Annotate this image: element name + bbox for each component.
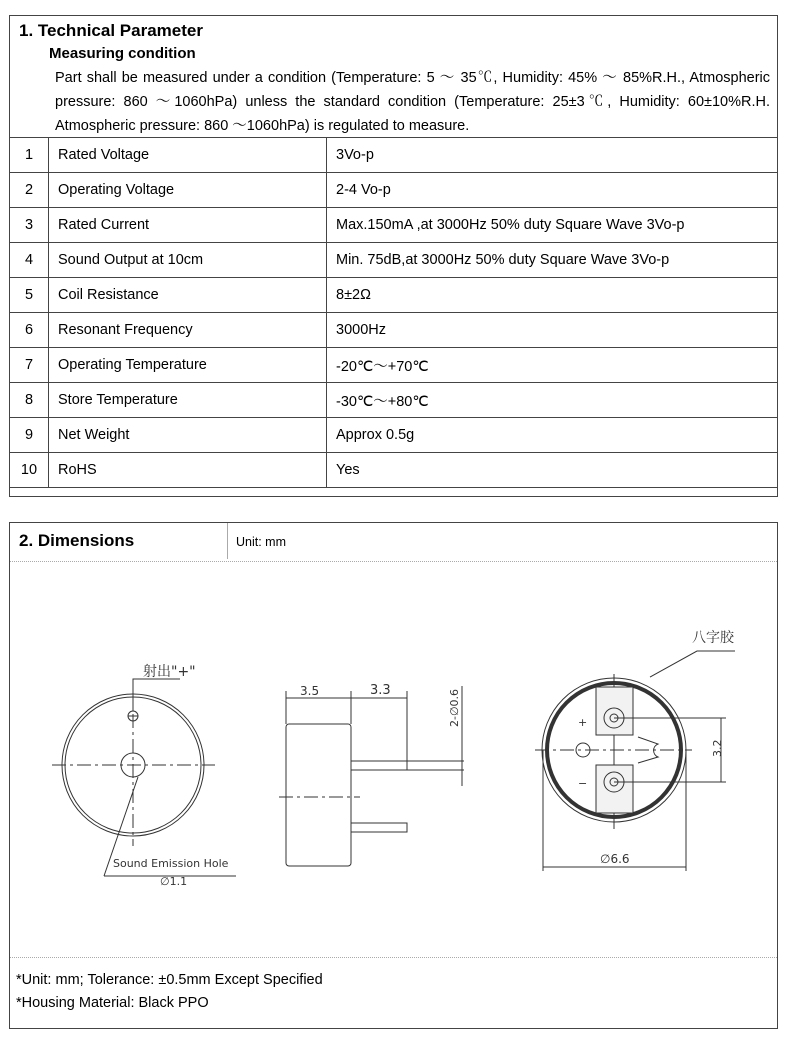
parameter-table bbox=[9, 137, 778, 488]
parameter-name: Resonant Frequency bbox=[49, 313, 327, 348]
row-number: 6 bbox=[10, 313, 49, 348]
table-row bbox=[10, 313, 778, 348]
row-number: 3 bbox=[10, 208, 49, 243]
material-note: *Housing Material: Black PPO bbox=[16, 995, 209, 1011]
parameter-value: 8±2Ω bbox=[327, 278, 778, 313]
pin-diameter: 2-∅0.6 bbox=[448, 688, 461, 727]
hole-diameter: ∅1.1 bbox=[160, 875, 188, 888]
parameter-value: Yes bbox=[327, 453, 778, 488]
parameter-name: Rated Voltage bbox=[49, 138, 327, 173]
parameter-name: Coil Resistance bbox=[49, 278, 327, 313]
row-number: 10 bbox=[10, 453, 49, 488]
table-row bbox=[10, 453, 778, 488]
unit-label: Unit: mm bbox=[236, 535, 286, 549]
hole-label: Sound Emission Hole bbox=[113, 857, 229, 870]
parameter-name: Store Temperature bbox=[49, 383, 327, 418]
glue-label: 八字胶 bbox=[692, 630, 734, 646]
front-view bbox=[52, 664, 236, 888]
dimensions-section bbox=[9, 522, 778, 1029]
row-number: 4 bbox=[10, 243, 49, 278]
parameter-name: RoHS bbox=[49, 453, 327, 488]
plus-mark: + bbox=[578, 716, 588, 729]
pin-pitch: 3.2 bbox=[711, 739, 724, 757]
parameter-value: 3Vo-p bbox=[327, 138, 778, 173]
section-subtitle: Measuring condition bbox=[49, 45, 196, 62]
tolerance-note: *Unit: mm; Tolerance: ±0.5mm Except Specified bbox=[16, 972, 323, 988]
minus-mark: − bbox=[578, 777, 588, 790]
row-number: 1 bbox=[10, 138, 49, 173]
side-view bbox=[279, 683, 464, 866]
row-number: 5 bbox=[10, 278, 49, 313]
table-row bbox=[10, 208, 778, 243]
bottom-view bbox=[535, 630, 735, 871]
body-length: 3.5 bbox=[300, 684, 320, 698]
table-row bbox=[10, 243, 778, 278]
outer-diameter: ∅6.6 bbox=[600, 852, 630, 866]
parameter-value: Min. 75dB,at 3000Hz 50% duty Square Wave 3Vo-p bbox=[327, 243, 778, 278]
parameter-name: Net Weight bbox=[49, 418, 327, 453]
parameter-value: Approx 0.5g bbox=[327, 418, 778, 453]
row-number: 9 bbox=[10, 418, 49, 453]
table-row bbox=[10, 348, 778, 383]
table-row bbox=[10, 278, 778, 313]
row-number: 7 bbox=[10, 348, 49, 383]
parameter-value: 3000Hz bbox=[327, 313, 778, 348]
parameter-value: 2-4 Vo-p bbox=[327, 173, 778, 208]
divider bbox=[10, 957, 777, 958]
section-title: 2. Dimensions bbox=[19, 531, 135, 550]
dimension-drawing bbox=[10, 523, 777, 943]
parameter-name: Operating Voltage bbox=[49, 173, 327, 208]
emission-label: 射出"+" bbox=[143, 664, 196, 680]
table-row bbox=[10, 418, 778, 453]
table-row bbox=[10, 383, 778, 418]
table-row bbox=[10, 138, 778, 173]
parameter-name: Rated Current bbox=[49, 208, 327, 243]
table-row bbox=[10, 173, 778, 208]
technical-parameter-section bbox=[9, 15, 778, 497]
pin-length: 3.3 bbox=[370, 683, 391, 698]
section-title: 1. Technical Parameter bbox=[19, 21, 203, 40]
parameter-value: -20℃～+70℃ bbox=[327, 348, 778, 383]
parameter-value: Max.150mA ,at 3000Hz 50% duty Square Wave 3Vo-p bbox=[327, 208, 778, 243]
row-number: 8 bbox=[10, 383, 49, 418]
measuring-condition-text: Part shall be measured under a condition (Temperature: 5 ～ 35℃, Humidity: 45% ～ 85%R.H., Atmospheric pressure: 860 ～1060hPa) unless the standard condition (Temperature: 25±3℃, Humidity: 60±10%R.H. Atmospheric pressure: 860 ～1060hPa) is regulated to measure. bbox=[55, 70, 770, 134]
parameter-name: Sound Output at 10cm bbox=[49, 243, 327, 278]
parameter-name: Operating Temperature bbox=[49, 348, 327, 383]
row-number: 2 bbox=[10, 173, 49, 208]
parameter-value: -30℃～+80℃ bbox=[327, 383, 778, 418]
